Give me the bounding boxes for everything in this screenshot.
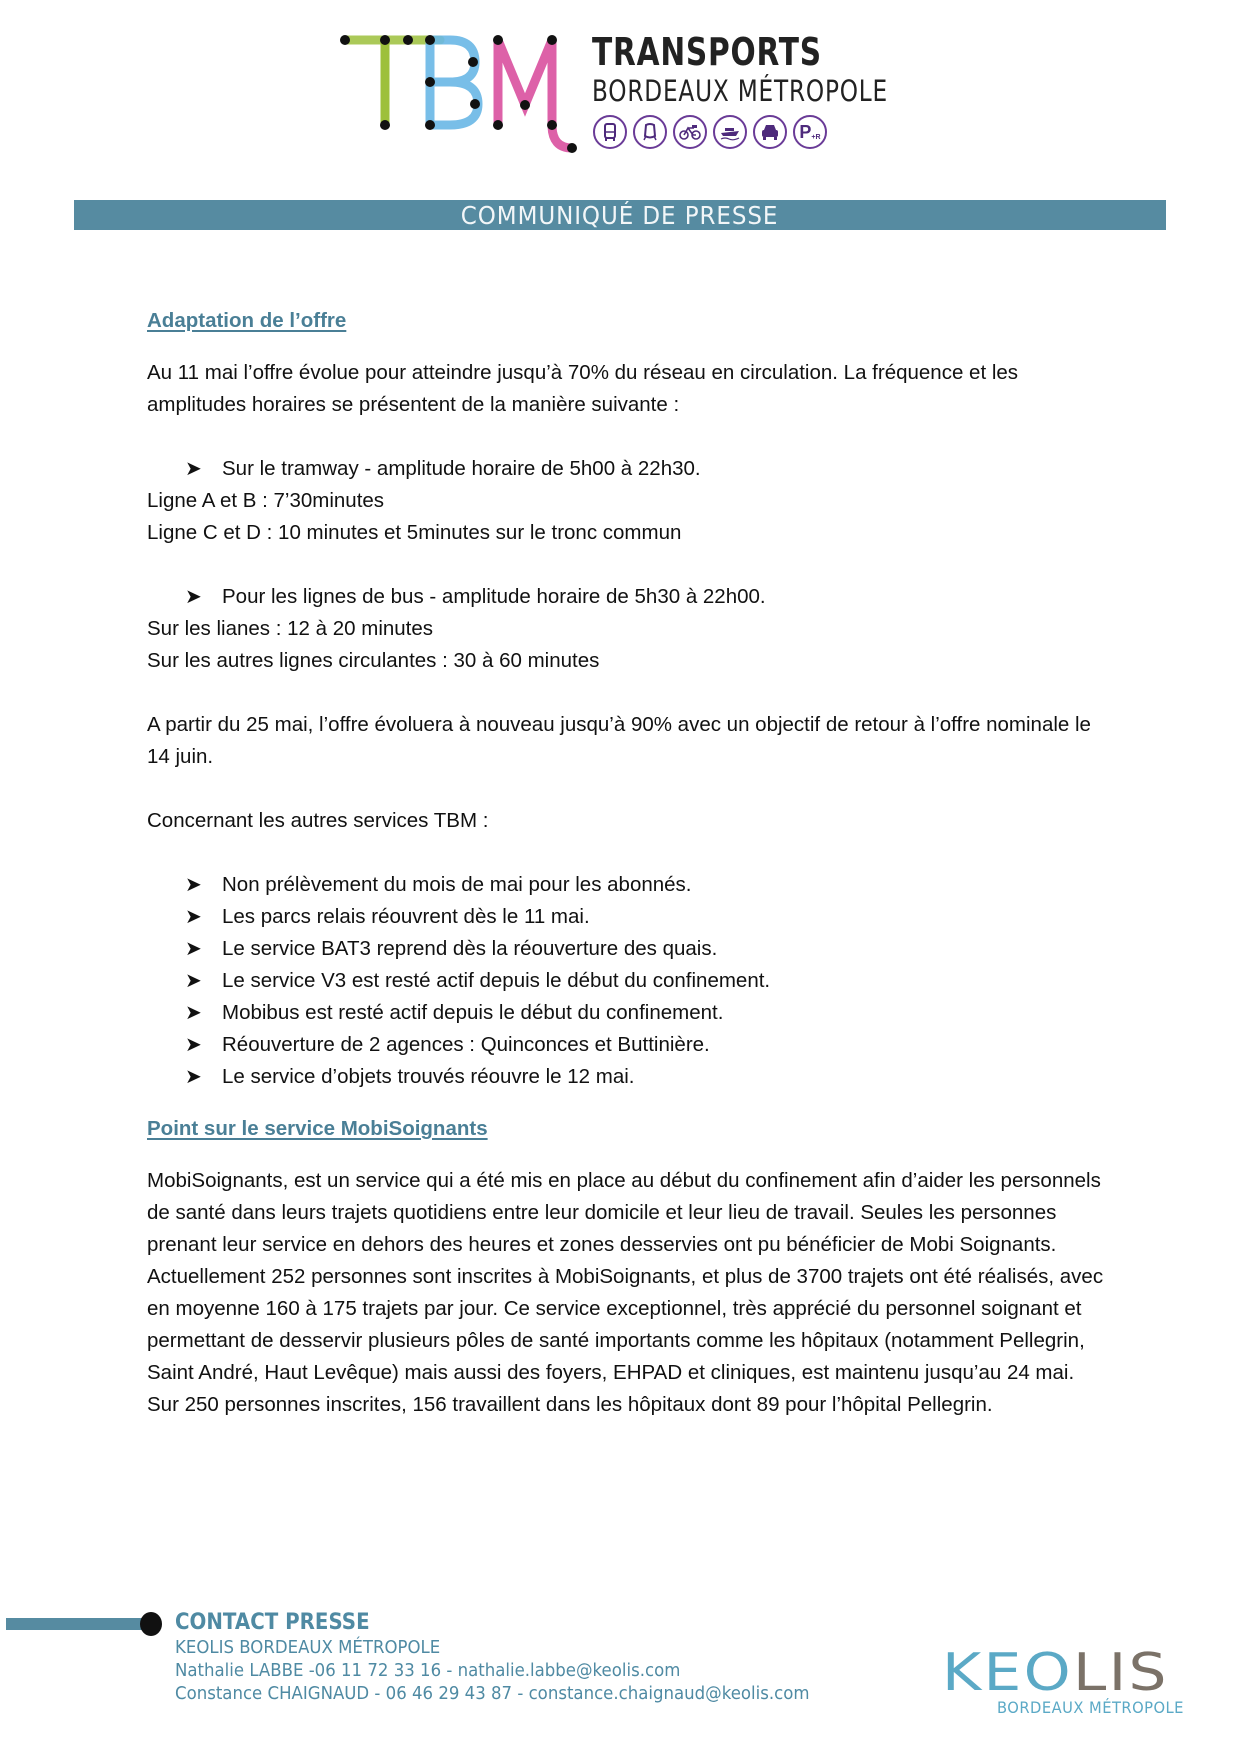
- bus-bullet-list: [147, 581, 1107, 613]
- tbm-logo: [340, 30, 580, 155]
- list-item: ➤ Le service V3 est resté actif depuis le début du confinement.: [147, 965, 1107, 997]
- brand-title: TRANSPORTS: [592, 30, 822, 74]
- press-contact: [175, 1610, 865, 1705]
- section-heading-mobisoignants: Point sur le service MobiSoignants: [147, 1117, 488, 1140]
- contact-organization: KEOLIS BORDEAUX MÉTROPOLE: [175, 1637, 441, 1658]
- boat-icon: [713, 115, 747, 149]
- arrow-bullet-icon: ➤: [185, 970, 202, 992]
- contact-person-1: Nathalie LABBE -06 11 72 33 16 - nathalie.labbe@keolis.com: [175, 1660, 681, 1681]
- list-item: ➤ Le service BAT3 reprend dès la réouverture des quais.: [147, 933, 1107, 965]
- mobisoignants-paragraph-1: MobiSoignants, est un service qui a été mis en place au début du confinement afin d’aider les personnels de santé dans leurs trajets quotidiens entre leur domicile et leur lieu de travail. Seules les personnes prenant leur service en dehors des heures et zones desservies ont pu bénéficier de Mobi Soignants.: [147, 1169, 1101, 1256]
- arrow-bullet-icon: ➤: [185, 458, 202, 480]
- bus-line-lianes: Sur les lianes : 12 à 20 minutes: [147, 617, 434, 640]
- arrow-bullet-icon: ➤: [185, 586, 202, 608]
- list-item: ➤ Pour les lignes de bus - amplitude horaire de 5h30 à 22h00.: [147, 581, 1107, 613]
- arrow-bullet-icon: ➤: [185, 906, 202, 928]
- bicycle-icon: [673, 115, 707, 149]
- car-icon: [753, 115, 787, 149]
- bus-line-other: Sur les autres lignes circulantes : 30 à 60 minutes: [147, 649, 600, 672]
- mobisoignants-paragraph-2: Actuellement 252 personnes sont inscrites à MobiSoignants, et plus de 3700 trajets ont été réalisés, avec en moyenne 160 à 175 trajets par jour. Ce service exceptionnel, très apprécié du personnel soignant et permettant de desservir plusieurs pôles de santé importants comme les hôpitaux (notamment Pellegrin, Saint André, Haut Levêque) mais aussi des foyers, EHPAD et cliniques, est maintenu jusqu’au 24 mai.: [147, 1265, 1104, 1384]
- banner-title: COMMUNIQUÉ DE PRESSE: [461, 200, 779, 230]
- bus-icon: [593, 115, 627, 149]
- tram-line-cd: Ligne C et D : 10 minutes et 5minutes sur le tronc commun: [147, 521, 682, 544]
- arrow-bullet-icon: ➤: [185, 1034, 202, 1056]
- arrow-bullet-icon: ➤: [185, 1066, 202, 1088]
- tram-icon: [633, 115, 667, 149]
- adaptation-intro: Au 11 mai l’offre évolue pour atteindre jusqu’à 70% du réseau en circulation. La fréquence et les amplitudes horaires se présentent de la manière suivante :: [147, 361, 1019, 416]
- keolis-logo: [942, 1643, 1202, 1717]
- tram-bullet-list: [147, 453, 1107, 485]
- services-intro: Concernant les autres services TBM :: [147, 809, 489, 832]
- keolis-wordmark: KEOLIS: [942, 1643, 1169, 1703]
- list-item: ➤ Non prélèvement du mois de mai pour les abonnés.: [147, 869, 1107, 901]
- mobisoignants-paragraph-3: Sur 250 personnes inscrites, 156 travaillent dans les hôpitaux dont 89 pour l’hôpital Pellegrin.: [147, 1393, 993, 1416]
- transport-mode-icons: [593, 115, 827, 149]
- keolis-subtitle: BORDEAUX MÉTROPOLE: [997, 1698, 1184, 1717]
- brand-subtitle: BORDEAUX MÉTROPOLE: [592, 74, 888, 108]
- brand-name: [592, 30, 962, 108]
- tram-line-ab: Ligne A et B : 7’30minutes: [147, 489, 385, 512]
- contact-divider-bar: [6, 1618, 146, 1630]
- contact-title: CONTACT PRESSE: [175, 1610, 370, 1635]
- list-item: ➤ Les parcs relais réouvrent dès le 11 mai.: [147, 901, 1107, 933]
- arrow-bullet-icon: ➤: [185, 938, 202, 960]
- contact-dot-icon: [140, 1612, 162, 1636]
- next-step-paragraph: A partir du 25 mai, l’offre évoluera à nouveau jusqu’à 90% avec un objectif de retour à l’offre nominale le 14 juin.: [147, 713, 1091, 768]
- arrow-bullet-icon: ➤: [185, 1002, 202, 1024]
- contact-person-2: Constance CHAIGNAUD - 06 46 29 43 87 - constance.chaignaud@keolis.com: [175, 1683, 810, 1704]
- park-and-ride-icon: P +R: [793, 115, 827, 149]
- press-release-banner: [74, 200, 1166, 230]
- list-item: ➤ Le service d’objets trouvés réouvre le 12 mai.: [147, 1061, 1107, 1093]
- section-heading-adaptation: Adaptation de l’offre: [147, 309, 347, 332]
- document-body: [147, 305, 1107, 1421]
- list-item: ➤ Mobibus est resté actif depuis le début du confinement.: [147, 997, 1107, 1029]
- services-list: [147, 869, 1107, 1093]
- list-item: ➤ Sur le tramway - amplitude horaire de 5h00 à 22h30.: [147, 453, 1107, 485]
- arrow-bullet-icon: ➤: [185, 874, 202, 896]
- list-item: ➤ Réouverture de 2 agences : Quinconces et Buttinière.: [147, 1029, 1107, 1061]
